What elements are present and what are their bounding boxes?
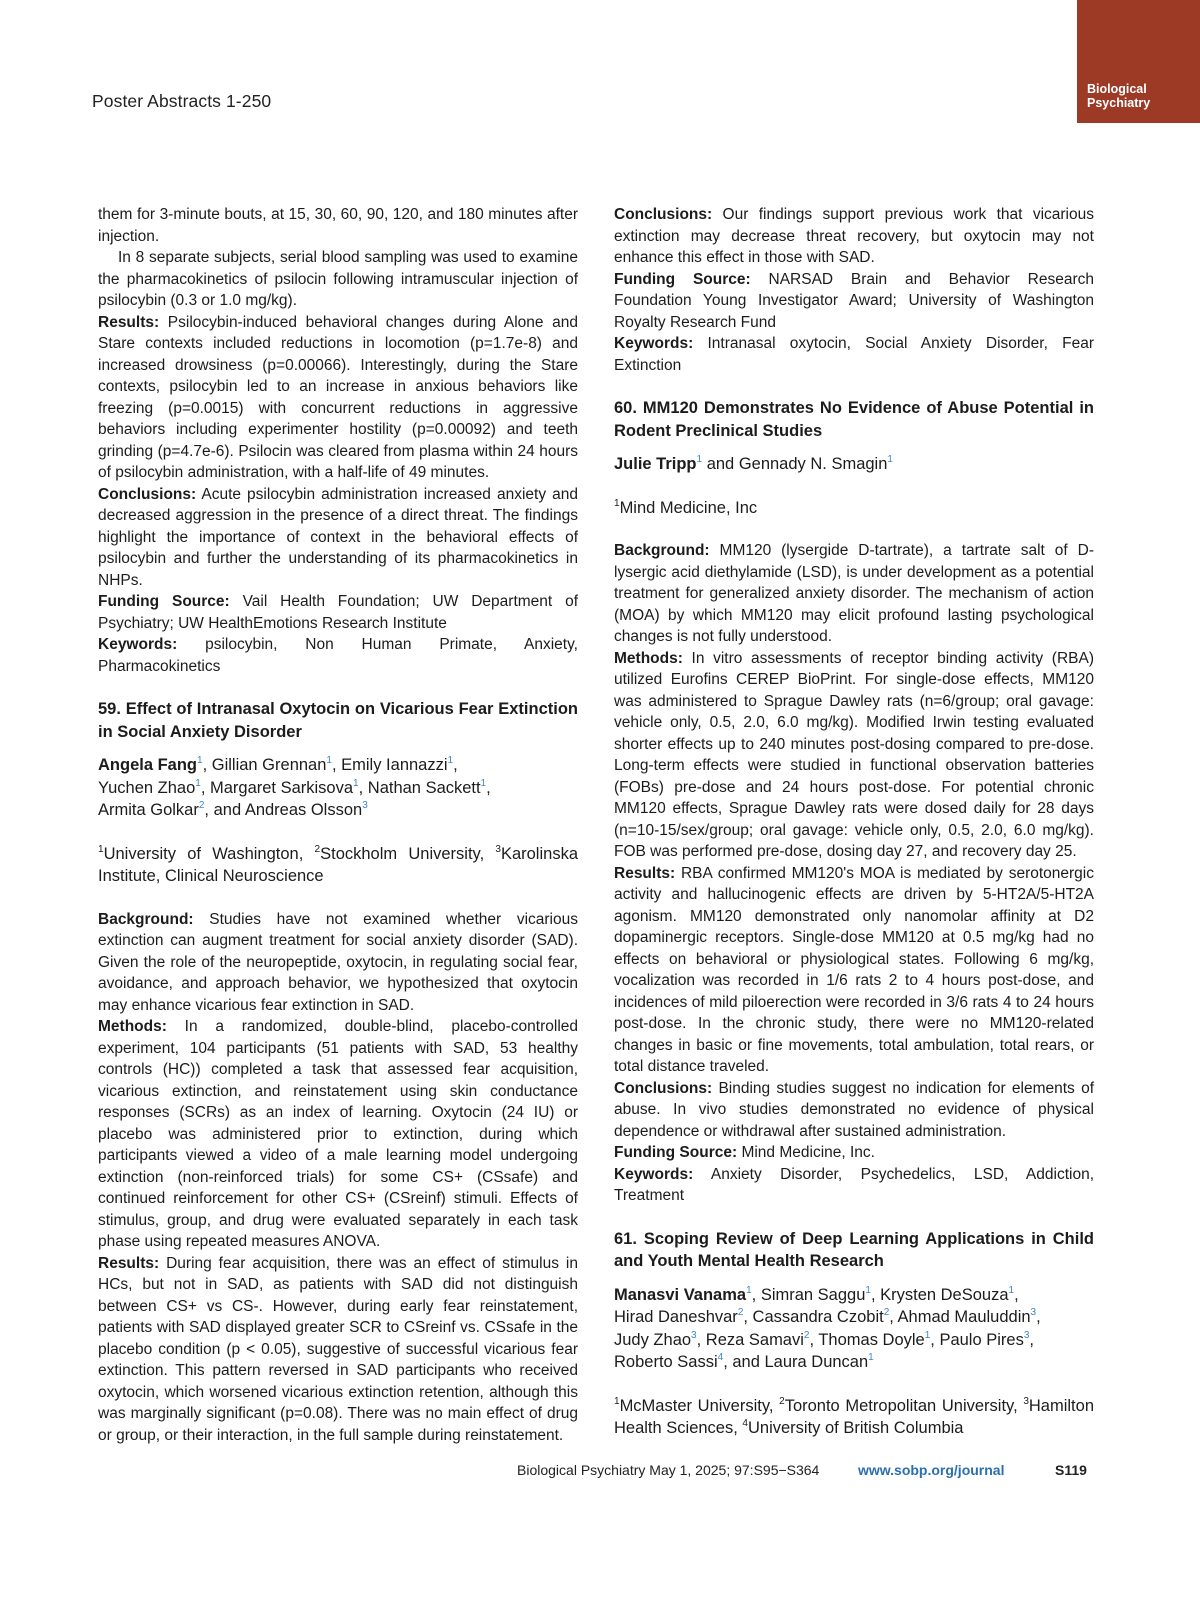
abstract-59-authors: Angela Fang$^1$, Gillian Grennan$^1$, Emily Iannazzi$^1$, Yuchen Zhao$^1$, Margaret Sarkisova$^1$, Nathan Sackett$^1$, Armita Golkar$^2$, and Andreas Olsson$^3$ bbox=[98, 755, 491, 819]
affiliation-link[interactable]: 3 bbox=[1030, 1307, 1037, 1318]
abstract-61-affiliations bbox=[614, 1395, 1094, 1440]
methods-label: Methods: bbox=[98, 1018, 167, 1035]
funding-label: Funding Source: bbox=[614, 1144, 738, 1161]
results-text: During fear acquisition, there was an effect of stimulus in HCs, but not in SAD, as patients with SAD did not distinguish between CS+ vs CS-. However, during early fear reinstatement, patients with SAD displayed greater SCR to CSreinf vs. CSsafe in the placebo condition (p < 0.05), suggestive of successful vicarious fear extinction. This pattern reversed in SAD participants who received oxytocin, which worsened vicarious extinction retention, although this was marginally significant (p=0.08). There was no main effect of drug or group, or their interaction, in the full sample during reinstatement. bbox=[98, 1254, 578, 1444]
methods-label: Methods: bbox=[614, 649, 683, 667]
conclusions-text: Binding studies suggest no indication for elements of abuse. In vivo studies demonstrated no evidence of physical dependence or withdrawal after sustained administration. bbox=[614, 1079, 1094, 1140]
abstract-60-title: 60. MM120 Demonstrates No Evidence of Abuse Potential in Rodent Preclinical Studies bbox=[614, 399, 1094, 440]
background-paragraph bbox=[98, 909, 578, 1017]
methods-paragraph bbox=[614, 648, 1094, 863]
author-name: Emily Iannazzi bbox=[341, 756, 448, 774]
affiliation: University of Washington, bbox=[103, 844, 304, 863]
right-column bbox=[614, 204, 1094, 1440]
abstract-60-authors bbox=[614, 453, 1094, 476]
author-and: and bbox=[732, 1353, 760, 1371]
author-name: Paulo Pires bbox=[939, 1330, 1024, 1349]
background-text: Studies have not examined whether vicarious extinction can augment treatment for social anxiety disorder (SAD). Given the role of the neuropeptide, oxytocin, in regulating social fear, avoidance, and approach behavior, we hypothesized that oxytocin may enhance vicarious fear extinction in SAD. bbox=[98, 910, 578, 1014]
author-name: Roberto Sassi bbox=[614, 1353, 718, 1371]
conclusions-paragraph bbox=[614, 1078, 1094, 1143]
aff-num: 1 bbox=[614, 1395, 620, 1407]
background-label: Background: bbox=[614, 542, 710, 559]
affiliation-link[interactable]: 1 bbox=[696, 454, 703, 465]
author-name: Simran Saggu bbox=[760, 1285, 866, 1304]
affiliation: Toronto Metropolitan University, bbox=[784, 1396, 1018, 1415]
conclusions-label: Conclusions: bbox=[614, 206, 713, 223]
author-name: Andreas Olsson bbox=[244, 801, 363, 819]
aff-num: 1 bbox=[614, 497, 620, 509]
abstract-60-affiliations bbox=[614, 497, 1094, 520]
affiliation-link[interactable]: 1 bbox=[353, 777, 359, 789]
conclusions-label: Conclusions: bbox=[614, 1079, 713, 1097]
affiliation: Stockholm University, bbox=[320, 844, 485, 863]
conclusions-paragraph bbox=[614, 204, 1094, 269]
results-text: RBA confirmed MM120's MOA is mediated by serotonergic activity and hallucinogenic effects are driven by 5-HT2A/5-HT2A agonism. MM120 demonstrated only nanomolar affinity at D2 dopaminergic receptors. Single-dose MM120 at 0.5 mg/kg had no effects on behavioral or physiological states. Following 6 mg/kg, vocalization was recorded in 1/6 rats 2 to 4 hours post-dose, and incidences of mild piloerection were recorded in 3/6 rats 4 to 24 hours post-dose. In the chronic study, there were no MM120-related changes in basic or fine movements, total ambulation, total rears, or total distance traveled. bbox=[614, 864, 1094, 1075]
affiliation-link[interactable]: 1 bbox=[1008, 1284, 1015, 1296]
author-name: Yuchen Zhao bbox=[98, 778, 196, 797]
affiliation-link[interactable]: 1 bbox=[480, 777, 487, 789]
funding-text: Mind Medicine, Inc. bbox=[741, 1144, 875, 1161]
affiliation-link[interactable]: 4 bbox=[717, 1352, 724, 1363]
funding-paragraph bbox=[98, 591, 578, 634]
keywords-label: Keywords: bbox=[98, 636, 178, 653]
affiliation: Mind Medicine, Inc bbox=[619, 498, 758, 517]
running-header: Poster Abstracts 1-250 bbox=[92, 91, 272, 111]
affiliation: McMaster University, bbox=[619, 1396, 774, 1415]
affiliation-link[interactable]: 1 bbox=[924, 1329, 931, 1341]
author-name: Nathan Sackett bbox=[367, 778, 481, 797]
author-and: and bbox=[213, 801, 242, 819]
funding-label: Funding Source: bbox=[614, 270, 751, 288]
results-label: Results: bbox=[98, 1254, 160, 1272]
affiliation-link[interactable]: 1 bbox=[326, 755, 332, 766]
author-name: Cassandra Czobit bbox=[752, 1308, 884, 1326]
results-label: Results: bbox=[614, 864, 676, 882]
continued-paragraph: them for 3-minute bouts, at 15, 30, 60, 90, 120, and 180 minutes after injection. bbox=[98, 206, 578, 245]
funding-paragraph bbox=[614, 269, 1094, 334]
affiliation-link[interactable]: 3 bbox=[362, 800, 368, 811]
author-name: Armita Golkar bbox=[98, 801, 199, 819]
affiliation: University of British Columbia bbox=[747, 1419, 964, 1437]
aff-num: 2 bbox=[314, 843, 321, 855]
brand-line-2: Psychiatry bbox=[1087, 96, 1151, 110]
aff-num: 1 bbox=[98, 843, 104, 855]
background-paragraph bbox=[614, 540, 1094, 648]
affiliation-link[interactable]: 1 bbox=[197, 755, 203, 766]
affiliation-link[interactable]: 2 bbox=[737, 1307, 744, 1318]
conclusions-text: Acute psilocybin administration increased anxiety and decreased aggression in the presence of a direct threat. The findings highlight the importance of context in the behavioral effects of psilocybin and further the understanding of its pharmacokinetics in NHPs. bbox=[98, 485, 578, 589]
results-paragraph bbox=[98, 1253, 578, 1447]
abstract-61-authors: Manasvi Vanama$^1$, Simran Saggu$^1$, Krysten DeSouza$^1$, Hirad Daneshvar$^2$, Cassandra Czobit$^2$, Ahmad Mauluddin$^3$, Judy Zhao$^3$, Reza Samavi$^2$, Thomas Doyle$^1$, Paulo Pires$^3$, Roberto Sassi$^4$, and Laura Duncan$^1$ bbox=[614, 1284, 1041, 1371]
methods-paragraph bbox=[98, 1016, 578, 1253]
abstract-61-title: 61. Scoping Review of Deep Learning Applications in Child and Youth Mental Health Research bbox=[614, 1229, 1094, 1270]
affiliation-link[interactable]: 2 bbox=[198, 800, 205, 811]
brand-line-1: Biological bbox=[1087, 82, 1147, 96]
funding-paragraph bbox=[614, 1142, 1094, 1164]
keywords-paragraph bbox=[98, 634, 578, 677]
keywords-label: Keywords: bbox=[614, 1165, 694, 1183]
aff-num: 2 bbox=[779, 1395, 785, 1407]
footer-citation: Biological Psychiatry May 1, 2025; 97:S95−S364 bbox=[517, 1462, 820, 1478]
keywords-text: Anxiety Disorder, Psychedelics, LSD, Addiction, Treatment bbox=[614, 1165, 1094, 1204]
author-name: Laura Duncan bbox=[764, 1353, 869, 1371]
funding-label: Funding Source: bbox=[98, 593, 230, 610]
methods-text: In vitro assessments of receptor binding activity (RBA) utilized Eurofins CEREP BioPrint. For single-dose effects, MM120 was administered to Sprague Dawley rats (n=6/group; oral gavage: vehicle only, 0.5, 2.0, 6.0 mg/kg). Modified Irwin testing evaluated shorter effects up to 240 minutes post-dosing compared to pre-dose. Long-term effects were studied in functional observation batteries (FOBs) pre-dose and 24 hours post-dose. For potential chronic MM120 effects, Sprague Dawley rats were dosed daily for 28 days (n=10-15/sex/group; oral gavage: vehicle only, 0.5, 2.0, 6.0 mg/kg). FOB was performed pre-dose, dosing day 27, and recovery day 25. bbox=[614, 649, 1094, 860]
author-name: Gillian Grennan bbox=[211, 756, 327, 774]
affiliation-link[interactable]: 2 bbox=[803, 1329, 810, 1341]
page-number: S119 bbox=[1055, 1462, 1087, 1478]
conclusions-paragraph bbox=[98, 484, 578, 592]
author-name: Krysten DeSouza bbox=[880, 1285, 1009, 1304]
affiliation: Hamilton Health Sciences, bbox=[614, 1396, 1094, 1437]
keywords-label: Keywords: bbox=[614, 335, 694, 352]
keywords-text: Intranasal oxytocin, Social Anxiety Disorder, Fear Extinction bbox=[614, 335, 1095, 374]
keywords-paragraph bbox=[614, 1164, 1094, 1207]
results-label: Results: bbox=[98, 313, 160, 331]
author-and: and bbox=[706, 455, 735, 473]
affiliation-link[interactable]: 1 bbox=[868, 1352, 874, 1363]
journal-brand-badge bbox=[1077, 0, 1200, 123]
affiliation-link[interactable]: 1 bbox=[865, 1284, 871, 1296]
aff-num: 4 bbox=[742, 1418, 748, 1429]
affiliation-link[interactable]: 2 bbox=[883, 1307, 890, 1318]
background-label: Background: bbox=[98, 910, 194, 928]
author-name: Julie Tripp bbox=[614, 455, 697, 473]
aff-num: 3 bbox=[1023, 1395, 1029, 1407]
results-text: Psilocybin-induced behavioral changes during Alone and Stare contexts included reductions in locomotion (p=1.7e-8) and increased drowsiness (p=0.00066). Interestingly, during the Stare contexts, psilocybin led to an increase in anxious behaviors like freezing (p=0.0015) with concurrent reductions in aggressive behaviors including experimenter hostility (p=0.00092) and teeth grinding (p=4.7e-6). Psilocin was cleared from plasma within 24 hours of psilocybin administration, with a half-life of 49 minutes. bbox=[98, 313, 578, 481]
funding-text: NARSAD Brain and Behavior Research Foundation Young Investigator Award; University of Washington Royalty Research Fund bbox=[614, 270, 1094, 331]
methods-text: In a randomized, double-blind, placebo-controlled experiment, 104 participants (51 patients with SAD, 53 healthy controls (HC)) completed a task that assessed fear acquisition, vicarious extinction, and reinstatement using skin conductance responses (SCRs) as an index of learning. Oxytocin (24 IU) or placebo was administered prior to extinction, during which participants viewed a video of a male learning model undergoing extinction (non-reinforced trials) for some CS+ (CSsafe) and continued reinforcement for other CS+ (CSreinf) stimuli. Effects of stimulus, group, and drug were evaluated separately in each task phase using repeated measures ANOVA. bbox=[98, 1018, 579, 1250]
keywords-text: psilocybin, Non Human Primate, Anxiety, Pharmacokinetics bbox=[98, 636, 578, 675]
abstract-59-title: 59. Effect of Intranasal Oxytocin on Vicarious Fear Extinction in Social Anxiety Disorder bbox=[98, 700, 578, 741]
affiliation: Karolinska Institute, Clinical Neuroscience bbox=[98, 844, 578, 885]
author-name: Reza Samavi bbox=[705, 1330, 804, 1349]
abstract-59-affiliations bbox=[98, 843, 578, 888]
author-name: Angela Fang bbox=[98, 756, 198, 774]
author-name: Judy Zhao bbox=[614, 1330, 692, 1349]
results-paragraph bbox=[614, 863, 1094, 1078]
author-name: Hirad Daneshvar bbox=[614, 1308, 738, 1326]
conclusions-text: Our findings support previous work that vicarious extinction may decrease threat recovery, but oxytocin may not enhance this effect in those with SAD. bbox=[614, 206, 1094, 266]
affiliation-link[interactable]: 1 bbox=[447, 755, 454, 766]
results-paragraph bbox=[98, 312, 578, 484]
affiliation-link[interactable]: 1 bbox=[887, 454, 893, 465]
affiliation-link[interactable]: 1 bbox=[195, 777, 201, 789]
continued-paragraph-2: In 8 separate subjects, serial blood sampling was used to examine the pharmacokinetics of psilocin following intramuscular injection of psilocybin (0.3 or 1.0 mg/kg). bbox=[98, 249, 578, 309]
affiliation-link[interactable]: 1 bbox=[746, 1284, 752, 1296]
journal-url-link[interactable]: www.sobp.org/journal bbox=[858, 1462, 1005, 1478]
left-column bbox=[98, 204, 578, 1446]
author-name: Thomas Doyle bbox=[818, 1330, 925, 1349]
affiliation-link[interactable]: 3 bbox=[691, 1329, 697, 1341]
aff-num: 3 bbox=[495, 843, 501, 855]
background-text: MM120 (lysergide D-tartrate), a tartrate salt of D-lysergic acid diethylamide (LSD), is under development as a potential treatment for generalized anxiety disorder. The mechanism of action (MOA) by which MM120 may elicit profound lasting psychological changes is not fully understood. bbox=[614, 542, 1094, 645]
affiliation-link[interactable]: 3 bbox=[1023, 1329, 1030, 1341]
funding-text: Vail Health Foundation; UW Department of Psychiatry; UW HealthEmotions Research Institute bbox=[98, 593, 578, 632]
author-name: Ahmad Mauluddin bbox=[897, 1308, 1031, 1326]
keywords-paragraph bbox=[614, 333, 1094, 376]
author-name: Manasvi Vanama bbox=[614, 1285, 747, 1304]
conclusions-label: Conclusions: bbox=[98, 485, 197, 503]
author-name: Margaret Sarkisova bbox=[209, 778, 354, 797]
author-name: Gennady N. Smagin bbox=[738, 455, 888, 473]
